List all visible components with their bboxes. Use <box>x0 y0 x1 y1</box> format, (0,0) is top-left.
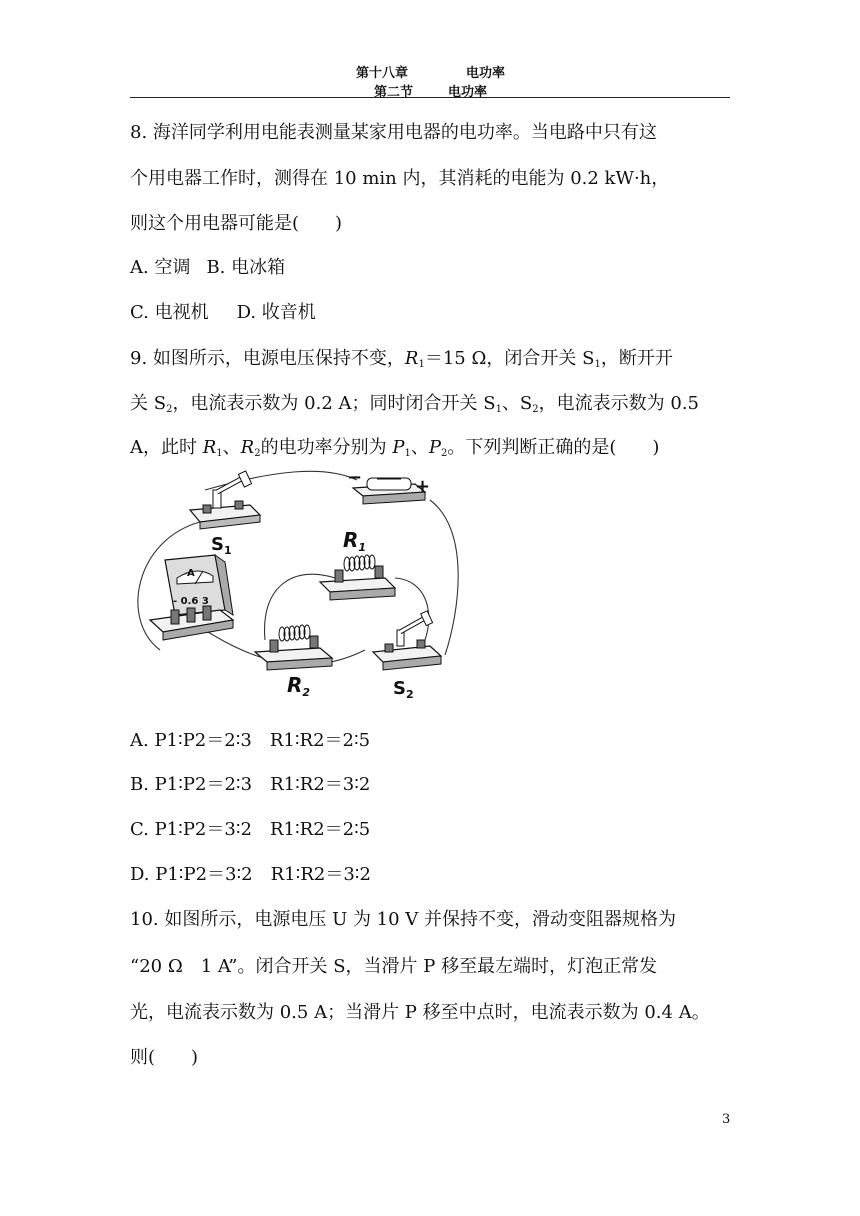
resistor-r1 <box>320 555 395 600</box>
q10-line-1: 10. 如图所示，电源电压 U 为 10 V 并保持不变，滑动变阻器规格为 <box>130 909 677 930</box>
s1-label: $S_1$ <box>211 534 232 557</box>
q8-line-1: 8. 海洋同学利用电能表测量某家用电器的电功率。当电路中只有这 <box>130 122 657 143</box>
r2-label: $R_2$ <box>287 673 311 699</box>
section-title: 电功率 <box>448 85 488 100</box>
switch-s1 <box>190 471 260 529</box>
resistor-r2 <box>255 625 332 670</box>
q8-option-a: A. 空调 <box>130 257 191 278</box>
q8-option-b: B. 电冰箱 <box>206 257 286 278</box>
q8-line-2: 个用电器工作时，测得在 10 min 内，其消耗的电能为 0.2 kW·h， <box>130 168 670 189</box>
circuit-figure <box>125 470 470 710</box>
r1-label: $R_1$ <box>343 528 367 554</box>
chapter-title: 电功率 <box>466 66 506 81</box>
q10-line-4: 则( ) <box>130 1047 199 1068</box>
q9-line-1: 9. 如图所示，电源电压保持不变，$R_1=15$ Ω，闭合开关 $S_1$，断开开 <box>130 348 673 370</box>
switch-s2 <box>373 611 441 670</box>
q8-option-c: C. 电视机 <box>130 302 209 323</box>
section-label: 第二节 <box>374 85 414 100</box>
q9-option-b: B. P1∶P2＝2∶3 R1∶R2＝3∶2 <box>130 774 371 795</box>
q9-line-3: A，此时 $R_1$、$R_2$的电功率分别为 $P_1$、$P_2$。下列判断正确的是( ) <box>130 437 660 459</box>
q9-option-d: D. P1∶P2＝3∶2 R1∶R2＝3∶2 <box>130 864 371 885</box>
chapter-label: 第十八章 <box>356 66 409 81</box>
q9-option-c: C. P1∶P2＝3∶2 R1∶R2＝2∶5 <box>130 819 371 840</box>
ammeter-letter: A <box>187 568 195 579</box>
q9-option-a: A. P1∶P2＝2∶3 R1∶R2＝2∶5 <box>130 730 371 751</box>
q8-line-3: 则这个用电器可能是( ) <box>130 213 343 234</box>
page-number: 3 <box>722 1112 731 1127</box>
q8-options-row-1 <box>130 253 730 279</box>
q10-line-3: 光，电流表示数为 0.5 A；当滑片 P 移至中点时，电流表示数为 0.4 A。 <box>130 1002 710 1023</box>
q8-option-d: D. 收音机 <box>236 302 316 323</box>
s2-label: $S_2$ <box>393 678 414 701</box>
header-rule <box>130 97 730 98</box>
q10-line-2: “20 Ω 1 A”。闭合开关 S，当滑片 P 移至最左端时，灯泡正常发 <box>130 956 658 977</box>
q9-line-2: 关 $S_2$，电流表示数为 0.2 A；同时闭合开关 $S_1$、$S_2$，电流表示数为 0.5 <box>130 393 700 415</box>
q8-options-row-2 <box>130 298 730 324</box>
ammeter-scale: - 0.6 3 <box>173 596 209 607</box>
battery-plus-label: + <box>415 476 431 497</box>
battery-minus-label: − <box>347 470 363 488</box>
